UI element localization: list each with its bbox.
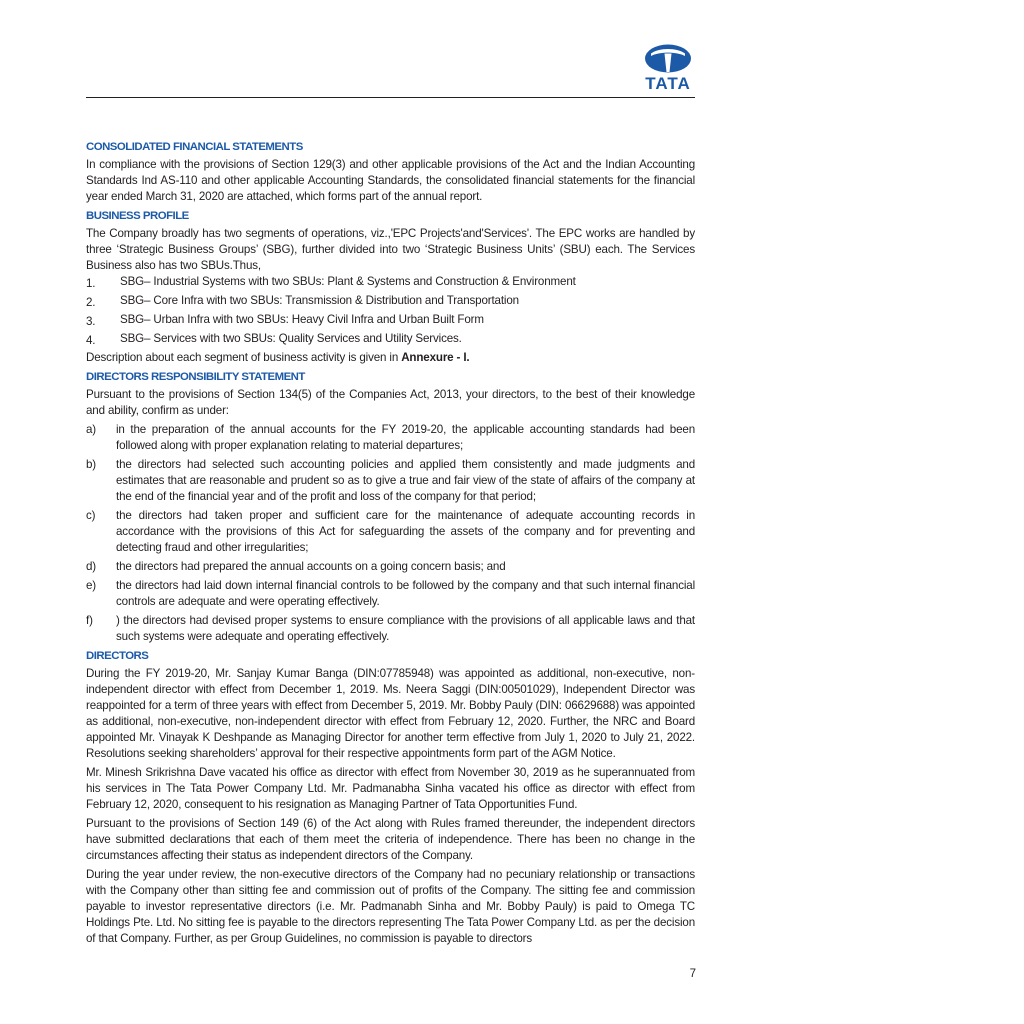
segment-description-text: Description about each segment of business activity is given in — [86, 351, 402, 364]
list-number: 2. — [86, 296, 96, 309]
tata-logo — [641, 44, 695, 93]
responsibility-list — [86, 422, 695, 645]
list-item — [86, 613, 695, 645]
list-text: the directors had taken proper and sufficient care for the maintenance of adequate accounting records in accordance with the provisions of this Act for safeguarding the assets of the company and for preventing and detecting fraud and other irregularities; — [116, 509, 695, 554]
list-item — [86, 312, 695, 330]
list-marker: d) — [86, 560, 97, 573]
list-item — [86, 508, 695, 556]
list-text: SBG– Urban Infra with two SBUs: Heavy Civil Infra and Urban Built Form — [120, 313, 484, 326]
paragraph-remuneration: During the year under review, the non-executive directors of the Company had no pecuniary relationship or transactions with the Company other than sitting fee and commission out of profits of the Company. The sitting fee and commission payable to investor representative directors (i.e. Mr. Padmanabh Sinha and Mr. Bobby Pauly) is paid to Omega TC Holdings Pte. Ltd. No sitting fee is payable to the directors representing The Tata Power Company Ltd. as per the decision of that Company. Further, as per Group Guidelines, no commission is payable to directors — [86, 868, 695, 945]
heading-business-profile: BUSINESS PROFILE — [86, 210, 189, 222]
list-item — [86, 457, 695, 505]
heading-directors: DIRECTORS — [86, 650, 149, 662]
list-marker: e) — [86, 579, 97, 592]
list-number: 1. — [86, 277, 96, 290]
list-item — [86, 274, 695, 292]
list-text: the directors had laid down internal financial controls to be followed by the company and that such internal financial controls are adequate and were operating effectively. — [116, 579, 695, 608]
list-text: the directors had selected such accounting policies and applied them consistently and made judgments and estimates that are reasonable and prudent so as to give a true and fair view of the state of affairs of the company at the end of the financial year and of the profit and loss of the company for that period; — [116, 458, 695, 503]
header-rule — [86, 97, 695, 98]
paragraph-directors-responsibility: Pursuant to the provisions of Section 134(5) of the Companies Act, 2013, your directors, to the best of their knowledge and ability, confirm as under: — [86, 388, 695, 417]
logo-wordmark: TATA — [645, 74, 691, 93]
list-text: the directors had prepared the annual accounts on a going concern basis; and — [116, 560, 506, 573]
tata-emblem-icon — [641, 44, 695, 74]
paragraph-directors-vacated: Mr. Minesh Srikrishna Dave vacated his office as director with effect from November 30, 2019 as he superannuated from his services in The Tata Power Company Ltd. Mr. Padmanabha Sinha vacated his office as director with effect from February 12, 2020, consequent to his resignation as Managing Partner of Tata Opportunities Fund. — [86, 766, 695, 811]
paragraph-consolidated: In compliance with the provisions of Section 129(3) and other applicable provisions of the Act and the Indian Accounting Standards Ind AS-110 and other applicable Accounting Standards, the consolidated financial statements for the financial year ended March 31, 2020 are attached, which forms part of the annual report. — [86, 158, 695, 203]
page-number: 7 — [689, 968, 696, 980]
heading-directors-responsibility: DIRECTORS RESPONSIBILITY STATEMENT — [86, 371, 305, 383]
list-item — [86, 559, 695, 575]
list-item — [86, 422, 695, 454]
list-text: SBG– Industrial Systems with two SBUs: Plant & Systems and Construction & Environment — [120, 275, 576, 288]
sbg-list — [86, 274, 695, 349]
list-number: 3. — [86, 315, 96, 328]
paragraph-segment-description — [86, 350, 695, 366]
list-text: ) the directors had devised proper systems to ensure compliance with the provisions of all applicable laws and that such systems were adequate and operating effectively. — [116, 614, 695, 643]
paragraph-directors-appointments: During the FY 2019-20, Mr. Sanjay Kumar Banga (DIN:07785948) was appointed as additional, non-executive, non-independent director with effect from December 1, 2019. Ms. Neera Saggi (DIN:00501029), Independent Director was reappointed for a term of three years with effect from December 5, 2019. Mr. Bobby Pauly (DIN: 06629688) was appointed as additional, non-executive, non-independent director with effect from February 12, 2020. Further, the NRC and Board appointed Mr. Vinayak K Deshpande as Managing Director for another term effective from July 1, 2020 to July 21, 2022. Resolutions seeking shareholders’ approval for their respective appointments form part of the AGM Notice. — [86, 667, 695, 760]
list-text: in the preparation of the annual accounts for the FY 2019-20, the applicable accounting standards had been followed along with proper explanation relating to material departures; — [116, 423, 695, 452]
list-marker: a) — [86, 423, 97, 436]
list-item — [86, 331, 695, 349]
list-item — [86, 293, 695, 311]
list-text: SBG– Core Infra with two SBUs: Transmission & Distribution and Transportation — [120, 294, 519, 307]
list-marker: b) — [86, 458, 97, 471]
list-item — [86, 578, 695, 610]
list-marker: f) — [86, 614, 93, 627]
annexure-reference: Annexure - I. — [401, 351, 470, 364]
heading-consolidated: CONSOLIDATED FINANCIAL STATEMENTS — [86, 141, 303, 153]
list-number: 4. — [86, 334, 96, 347]
list-text: SBG– Services with two SBUs: Quality Services and Utility Services. — [120, 332, 462, 345]
paragraph-business-profile: The Company broadly has two segments of operations, viz.,'EPC Projects'and'Services'. The EPC works are handled by three ‘Strategic Business Groups’ (SBG), further divided into two ‘Strategic Business Units’ (SBU) each. The Services Business also has two SBUs.Thus, — [86, 227, 695, 272]
page-body — [86, 137, 695, 950]
paragraph-independence: Pursuant to the provisions of Section 149 (6) of the Act along with Rules framed thereunder, the independent directors have submitted declarations that each of them meet the criteria of independence. There has been no change in the circumstances affecting their status as independent directors of the Company. — [86, 817, 695, 862]
list-marker: c) — [86, 509, 96, 522]
